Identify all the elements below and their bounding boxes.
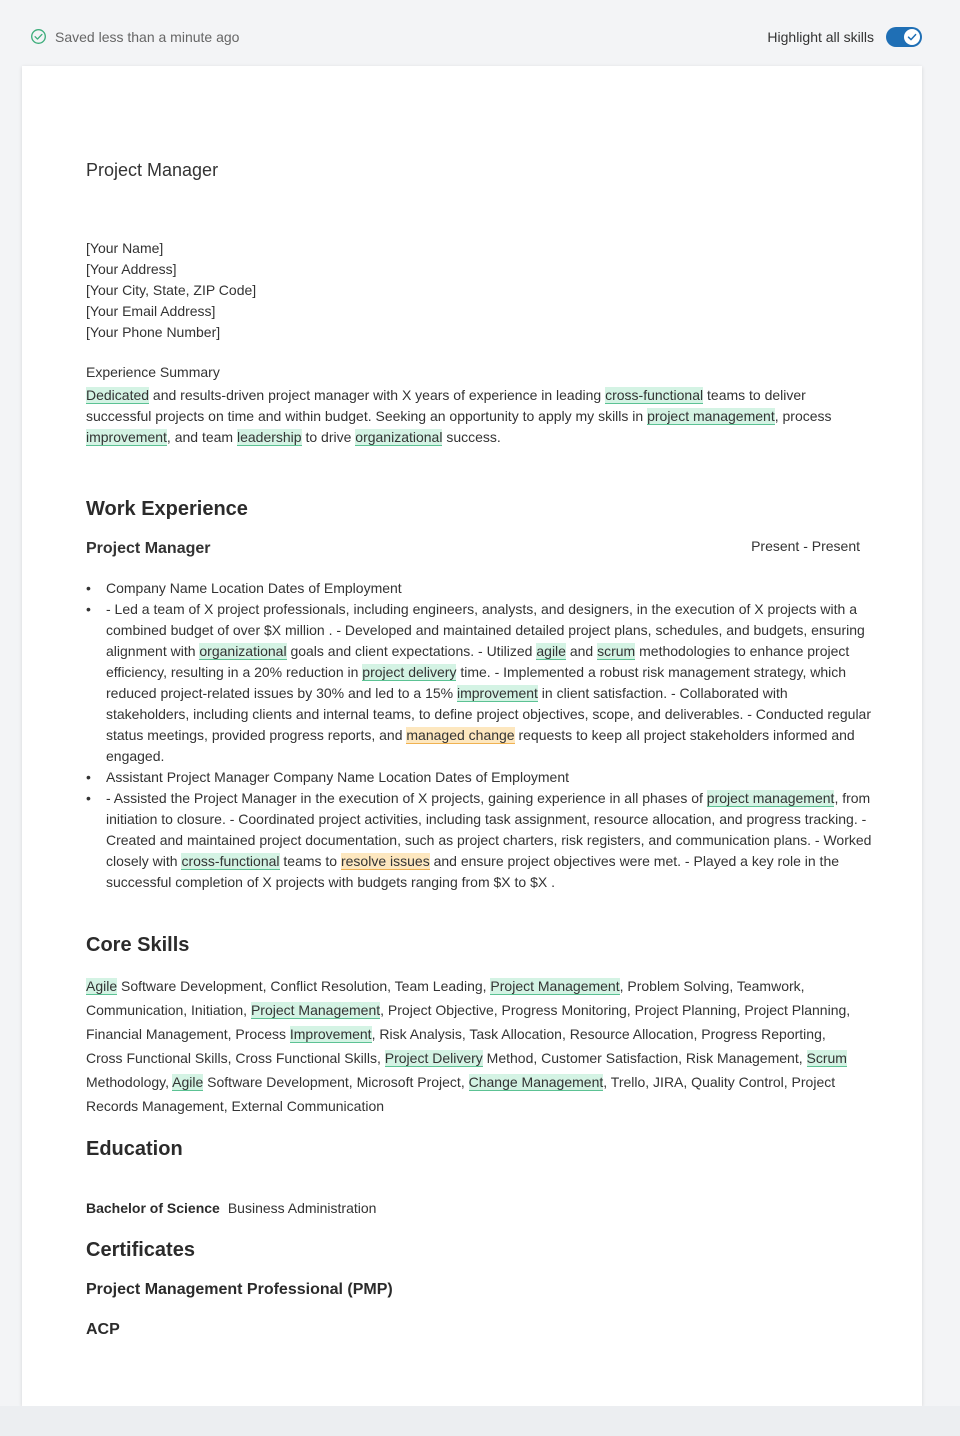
suggested-skill-highlight[interactable]: managed change	[406, 727, 515, 743]
bullet-text: goals and client expectations. - Utilized	[286, 643, 537, 659]
skill-highlight[interactable]: Improvement	[289, 1026, 372, 1042]
list-item: • Assistant Project Manager Company Name Location Dates of Employment	[86, 769, 569, 785]
skill-highlight[interactable]: project delivery	[362, 664, 457, 680]
skill-highlight[interactable]: agile	[536, 643, 566, 659]
skill-highlight[interactable]: organizational	[355, 429, 443, 445]
save-status	[30, 28, 239, 45]
skills-segment: Method, Customer Satisfaction, Risk Management,	[482, 1050, 807, 1066]
skill-highlight[interactable]: Project Management	[250, 1002, 381, 1018]
bullet-text: in client satisfaction. - Collaborated with stakeholders, including clients and internal teams, to define project objectives, scope, and deliverables. - Conducted regular status meetings, provided progress reports, and	[106, 685, 871, 743]
skills-segment: , Risk Analysis, Task Allocation, Resource Allocation, Progress Reporting, Cross Functional Skills, Cross Functional Skills,	[86, 1026, 826, 1066]
education-degree: Bachelor of Science	[86, 1200, 220, 1216]
document-title: Project Manager	[86, 160, 219, 180]
skill-highlight[interactable]: Scrum	[806, 1050, 847, 1066]
skill-highlight[interactable]: cross-functional	[605, 387, 704, 403]
highlight-skills-toggle[interactable]	[886, 27, 922, 47]
summary-segment: , process	[774, 408, 832, 424]
skill-highlight[interactable]: project management	[647, 408, 775, 424]
skill-highlight[interactable]: project management	[706, 790, 835, 806]
contact-block	[86, 238, 256, 343]
bullet-text: Company Name Location Dates of Employment	[106, 580, 402, 596]
skill-highlight[interactable]: Agile	[172, 1074, 204, 1090]
education-heading: Education	[86, 1138, 183, 1160]
bullet-text: methodologies to enhance project efficiency, resulting in a 20% reduction in	[106, 643, 850, 680]
bullet-text: - Led a team of X project professionals, including engineers, analysts, and designers, in the execution of X projects with a combined budget of over $X million . - Developed and maintained detailed project plans, schedules, and budgets, ensuring alignment with	[106, 601, 865, 659]
toggle-knob	[904, 29, 920, 45]
skill-highlight[interactable]: improvement	[457, 685, 538, 701]
summary-text	[86, 385, 860, 448]
education-field: Business Administration	[227, 1200, 377, 1216]
bullet-text: time. - Implemented a robust risk management strategy, which reduced project-related issues by 30% and led to a 15%	[106, 664, 847, 701]
skills-segment: , Problem Solving, Teamwork, Communication, Initiation,	[86, 978, 805, 1018]
skills-segment: Methodology,	[86, 1074, 173, 1090]
skill-highlight[interactable]: scrum	[597, 643, 636, 659]
job-bullets	[86, 578, 874, 893]
highlight-skills-control	[767, 27, 922, 47]
bullet-text: and	[565, 643, 598, 659]
bullet-text: and ensure project objectives were met. - Played a key role in the successful completion of X projects with budgets ranging from $X to $X .	[106, 853, 840, 890]
job-dates: Present - Present	[751, 538, 860, 554]
resume-document	[22, 66, 922, 1406]
skills-segment: , Trello, JIRA, Quality Control, Project Records Management, External Communication	[86, 1074, 836, 1114]
skill-highlight[interactable]: Dedicated	[86, 387, 150, 403]
highlight-skills-label: Highlight all skills	[767, 29, 874, 45]
contact-name: [Your Name]	[86, 240, 164, 256]
skill-highlight[interactable]: Project Management	[490, 978, 620, 994]
skill-highlight[interactable]: organizational	[199, 643, 287, 659]
core-skills-heading: Core Skills	[86, 934, 190, 956]
contact-phone: [Your Phone Number]	[86, 324, 221, 340]
skill-highlight[interactable]: cross-functional	[181, 853, 280, 869]
contact-address: [Your Address]	[86, 261, 177, 277]
summary-segment: , and team	[166, 429, 237, 445]
work-experience-heading: Work Experience	[86, 498, 248, 520]
list-item: • - Led a team of X project professionals, including engineers, analysts, and designers, in the execution of X projects with a combined budget of over $X million . - Developed and maintained detailed project plans, schedules, and budgets, ensuring alignment with organizational goals and client expectations. - Utilized agile and scrum methodologies to enhance project efficiency, resulting in a 20% reduction in project delivery time. - Implemented a robust risk management strategy, which reduced project-related issues by 30% and led to a 15% improvement in client satisfaction. - Collaborated with stakeholders, including clients and internal teams, to define project objectives, scope, and deliverables. - Conducted regular status meetings, provided progress reports, and managed change requests to keep all project stakeholders informed and engaged.	[86, 601, 871, 764]
check-icon	[906, 31, 918, 43]
suggested-skill-highlight[interactable]: resolve issues	[340, 853, 430, 869]
summary-segment: to drive	[301, 429, 356, 445]
summary-segment: teams to deliver successful projects on time and within budget. Seeking an opportunity to apply my skills in	[86, 387, 806, 424]
bullet-text: , from initiation to closure. - Coordinated project activities, including task assignment, resource allocation, and progress tracking. - Created and maintained project documentation, such as project charters, risk registers, and communication plans. - Worked closely with	[106, 790, 872, 869]
bullet-text: Assistant Project Manager Company Name Location Dates of Employment	[106, 769, 569, 785]
bottom-bar	[0, 1406, 960, 1436]
list-item: • Company Name Location Dates of Employment	[86, 580, 402, 596]
contact-email: [Your Email Address]	[86, 303, 216, 319]
skill-highlight[interactable]: leadership	[236, 429, 302, 445]
contact-city: [Your City, State, ZIP Code]	[86, 282, 257, 298]
summary-segment: and results-driven project manager with X years of experience in leading	[149, 387, 606, 403]
list-item: • - Assisted the Project Manager in the execution of X projects, gaining experience in all phases of project management, from initiation to closure. - Coordinated project activities, including task assignment, resource allocation, and progress tracking. - Created and maintained project documentation, such as project charters, risk registers, and communication plans. - Worked closely with cross-functional teams to resolve issues and ensure project objectives were met. - Played a key role in the successful completion of X projects with budgets ranging from $X to $X .	[86, 790, 872, 890]
bullet-text: requests to keep all project stakeholders informed and engaged.	[106, 727, 855, 764]
skill-highlight[interactable]: Agile	[86, 978, 118, 994]
summary-label: Experience Summary	[86, 364, 220, 380]
save-status-text: Saved less than a minute ago	[55, 28, 240, 45]
top-bar	[0, 0, 960, 66]
skill-highlight[interactable]: Change Management	[468, 1074, 604, 1090]
skill-highlight[interactable]: improvement	[86, 429, 167, 445]
bullet-text: - Assisted the Project Manager in the execution of X projects, gaining experience in all phases of	[106, 790, 707, 806]
certificate-item: ACP	[86, 1321, 120, 1338]
check-circle-icon	[30, 28, 47, 45]
skills-segment: Software Development, Conflict Resolution, Team Leading,	[117, 978, 491, 994]
skill-highlight[interactable]: Project Delivery	[384, 1050, 483, 1066]
education-entry	[86, 1200, 376, 1216]
skills-segment: Software Development, Microsoft Project,	[203, 1074, 469, 1090]
certificate-item: Project Management Professional (PMP)	[86, 1281, 393, 1298]
summary-segment: success.	[442, 429, 501, 445]
core-skills-text	[86, 974, 860, 1118]
job-title: Project Manager	[86, 540, 211, 557]
skills-segment: , Project Objective, Progress Monitoring, Project Planning, Project Planning, Financial Management, Process	[86, 1002, 851, 1042]
certificates-heading: Certificates	[86, 1239, 195, 1261]
bullet-text: teams to	[279, 853, 341, 869]
